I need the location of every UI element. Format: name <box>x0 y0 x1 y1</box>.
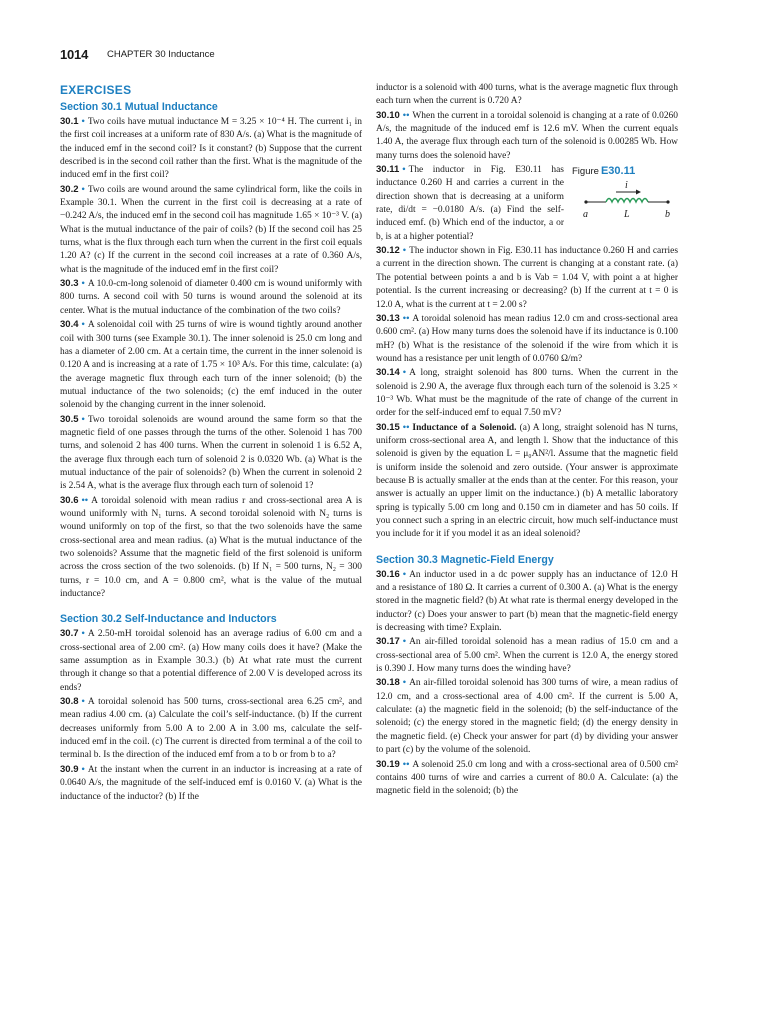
figure-e30-11 <box>570 163 678 223</box>
exercise-number: 30.19 <box>376 758 400 770</box>
section-30-1-heading: Section 30.1 Mutual Inductance <box>60 101 218 113</box>
section-30-2-heading: Section 30.2 Self-Inductance and Inductors <box>60 613 277 626</box>
exercise-30-9 <box>60 763 362 804</box>
exercise-number: 30.3 <box>60 278 79 290</box>
exercise-text: A solenoid 25.0 cm long and with a cross-sectional area of 0.500 cm² contains 400 turns of wire and carries a current of 80.0 A. Calculate: (a) the magnetic field in the solenoid; (b) the <box>376 759 678 797</box>
exercise-text: A 10.0-cm-long solenoid of diameter 0.400 cm is wound uniformly with 800 turns. A second coil with 50 turns is wound around the solenoid at its center. What is the mutual inductance of the combination of the two coils? <box>60 279 362 316</box>
difficulty-dots: •• <box>81 495 89 506</box>
difficulty-dots: •• <box>402 313 410 324</box>
inductor-coil <box>606 199 648 203</box>
difficulty-dots: • <box>81 320 85 331</box>
exercises-heading: EXERCISES <box>60 83 132 97</box>
difficulty-dots: •• <box>402 759 410 770</box>
exercise-number: 30.16 <box>376 568 400 580</box>
exercise-30-15 <box>376 421 678 542</box>
exercise-30-9-continued <box>376 82 678 109</box>
exercise-30-13 <box>376 312 678 366</box>
exercise-text: A toroidal solenoid with mean radius r and cross-sectional area A is wound uniformly with N₁ turns. A second toroidal solenoid with N₂ turns is wound uniformly on top of the first, so that the two solenoids have the same cross-sectional area and mean radius. (a) What is the mutual inductance of the two solenoids? Assume that the magnetic field of the first solenoid is uniform across the cross section of the two solenoids. (b) If N₁ = 500 turns, N₂ = 300 turns, r = 10.0 cm, and A = 0.800 cm², what is the value of the mutual inductance? <box>60 495 362 600</box>
exercise-30-10 <box>376 109 678 163</box>
difficulty-dots: • <box>81 117 85 127</box>
exercise-number: 30.14 <box>376 367 400 379</box>
exercise-30-14 <box>376 366 678 420</box>
exercise-30-17 <box>376 635 678 676</box>
terminal-a <box>584 200 587 203</box>
current-label: i <box>625 180 628 192</box>
exercise-number: 30.4 <box>60 319 79 331</box>
difficulty-dots: • <box>402 165 406 176</box>
exercise-30-2 <box>60 183 362 277</box>
exercise-number: 30.18 <box>376 677 400 689</box>
exercise-30-19 <box>376 758 678 799</box>
exercise-30-8 <box>60 695 362 763</box>
left-column <box>60 82 362 804</box>
difficulty-dots: •• <box>402 110 410 121</box>
exercise-text: A toroidal solenoid has 500 turns, cross-sectional area 6.25 cm², and mean radius 4.00 cm. (a) Calculate the coil’s self-inductance. (b) If the current decreases uniformly from 5.00 A to 2.00 A in 3.00 ms, calculate the self-induced emf in the coil. (c) The current is directed from terminal a of the coil to terminal b. Is the direction of the induced emf from a to b or from b to a? <box>60 697 362 761</box>
exercise-30-12 <box>376 244 678 312</box>
exercise-text: The inductor shown in Fig. E30.11 has inductance 0.260 H and carries a current in the direction shown. The current is changing at a constant rate. (a) The potential between points a and b is Vab = 1.04 V, with point a at higher potential. Is the current increasing or decreasing? (b) If the current at t = 0 is 12.0 A, what is the current at t = 2.00 s? <box>376 246 678 310</box>
figure-word: Figure <box>572 166 599 178</box>
exercise-30-6 <box>60 494 362 602</box>
exercise-30-16 <box>376 568 678 636</box>
figure-number: E30.11 <box>600 165 636 178</box>
difficulty-dots: • <box>81 279 85 290</box>
exercise-text: An air-filled toroidal solenoid has 300 turns of wire, a mean radius of 12.0 cm, and a cross-sectional area of 4.00 cm². If the current is 5.00 A, calculate: (a) the magnetic field in the solenoid; (b) the self-inductance of the solenoid; (c) the energy stored in the magnetic field; (d) the energy density in the magnetic field. (e) Check your answer for part (d) by dividing your answer to part (c) by the volume of the solenoid. <box>376 678 678 756</box>
exercise-30-1 <box>60 115 362 183</box>
terminal-b-label: b <box>665 209 670 221</box>
difficulty-dots: • <box>402 368 407 379</box>
exercise-text: An air-filled toroidal solenoid has a mean radius of 15.0 cm and a cross-sectional area of 5.00 cm². When the current is 12.0 A, the energy stored is 0.390 J. How many turns does the winding have? <box>376 637 678 675</box>
exercise-text: A toroidal solenoid has mean radius 12.0 cm and cross-sectional area 0.600 cm². (a) How many turns does the solenoid have if its inductance is 0.100 mH? (b) What is the resistance of the solenoid if the wire from which it is wound has a resistance per unit length of 0.0760 Ω/m? <box>376 313 678 364</box>
difficulty-dots: • <box>81 629 85 640</box>
difficulty-dots: •• <box>402 422 410 433</box>
difficulty-dots: • <box>402 678 407 689</box>
exercise-number: 30.11 <box>376 164 400 176</box>
section-30-3-heading: Section 30.3 Magnetic-Field Energy <box>376 553 554 566</box>
inductance-label: L <box>624 209 630 221</box>
exercise-text: A long, straight solenoid has 800 turns. When the current in the solenoid is 2.90 A, the average flux through each turn of the solenoid is 3.25 × 10⁻³ Wb. What must be the magnitude of the rate of change of the current in order for the self-induced emf to equal 7.50 mV? <box>376 368 678 419</box>
exercise-text: Two toroidal solenoids are wound around the same form so that the magnetic field of one passes through the turns of the other. Solenoid 1 has 700 turns, and solenoid 2 has 400 turns. When the current in solenoid 1 is 6.52 A, the average flux through each turn of solenoid 2 is 0.0320 Wb. (a) What is the mutual inductance of the pair of solenoids? (b) When the current in solenoid 2 is 2.54 A, what is the average flux through each turn of solenoid 1? <box>60 414 362 492</box>
exercise-number: 30.6 <box>60 494 79 506</box>
difficulty-dots: • <box>402 637 407 648</box>
exercise-text: A solenoidal coil with 25 turns of wire is wound tightly around another coil with 300 turns (see Example 30.1). The inner solenoid is 25.0 cm long and has a diameter of 2.00 cm. At a certain time, the current in the inner solenoid is 0.120 A and is increasing at a rate of 1.75 × 10³ A/s. For this time, calculate: (a) the average magnetic flux through each turn of the inner solenoid; (b) the mutual inductance of the two solenoids; (c) the emf induced in the outer solenoid by the changing current in the inner solenoid. <box>60 320 362 411</box>
exercise-text: (a) A long, straight solenoid has N turns, uniform cross-sectional area A, and length l. Show that the inductance of this solenoid is given by the equation L = μ₀AN²/l. Assume that the magnetic field is uniform inside the solenoid and zero outside. (Your answer is approximate because B is actually smaller at the ends than at the center. For this reason, your answer is actually an upper limit on the inductance.) (b) A metallic laboratory spring is typically 5.00 cm long and 0.150 cm in diameter and has 50 coils. If you connect such a spring in an electric circuit, how much self-inductance must you include for it if you model it as an ideal solenoid? <box>376 422 679 540</box>
exercise-number: 30.15 <box>376 421 400 433</box>
difficulty-dots: • <box>402 246 407 257</box>
exercise-number: 30.9 <box>60 763 79 775</box>
exercise-30-4 <box>60 318 362 412</box>
exercise-text: Two coils have mutual inductance M = 3.25 × 10⁻⁴ H. The current i₁ in the first coil increases at a uniform rate of 830 A/s. (a) What is the magnitude of the induced emf in the second coil? Is it constant? (b) Suppose that the current described is in the second coil rather than the first. What is the magnitude of the induced emf in the first coil? <box>60 117 362 181</box>
exercise-30-5 <box>60 413 362 494</box>
terminal-a-label: a <box>583 209 588 221</box>
exercise-number: 30.8 <box>60 696 79 708</box>
terminal-b <box>666 200 669 203</box>
exercise-number: 30.12 <box>376 245 400 257</box>
difficulty-dots: • <box>81 414 85 425</box>
exercise-number: 30.5 <box>60 413 79 425</box>
exercise-30-18 <box>376 676 678 757</box>
exercise-text: A 2.50-mH toroidal solenoid has an average radius of 6.00 cm and a cross-sectional area of 2.00 cm². (a) How many coils does it have? (Make the same assumption as in Example 30.3.) (b) At what rate must the current through it change so that a potential difference of 2.00 V is developed across its ends? <box>60 629 362 693</box>
exercise-number: 30.13 <box>376 312 400 324</box>
exercise-number: 30.10 <box>376 109 400 121</box>
exercise-number: 30.2 <box>60 183 79 195</box>
chapter-title: CHAPTER 30 Inductance <box>107 49 215 60</box>
exercise-text: When the current in a toroidal solenoid is changing at a rate of 0.0260 A/s, the magnitude of the induced emf is 12.6 mV. When the current equals 1.40 A, the average flux through each turn of the solenoid is 0.00285 Wb. How many turns does the solenoid have? <box>376 110 678 161</box>
exercise-number: 30.17 <box>376 636 400 648</box>
exercise-30-3 <box>60 277 362 318</box>
exercise-number: 30.7 <box>60 628 79 640</box>
difficulty-dots: • <box>81 184 85 195</box>
exercise-number: 30.1 <box>60 116 79 127</box>
difficulty-dots: • <box>81 764 85 775</box>
exercise-30-7 <box>60 627 362 695</box>
exercise-text: An inductor used in a dc power supply has an inductance of 12.0 H and a resistance of 180 Ω. It carries a current of 0.300 A. (a) What is the energy stored in the magnetic field? (b) At what rate is thermal energy developed in the inductor? (c) Does your answer to part (b) mean that the magnetic-field energy is decreasing with time? Explain. <box>376 569 678 634</box>
difficulty-dots: • <box>402 569 407 580</box>
difficulty-dots: • <box>81 697 85 708</box>
exercise-text: The inductor in Fig. E30.11 has inductance 0.260 H and carries a current in the direction shown that is decreasing at a uniform rate, di/dt = −0.0180 A/s. (a) Find the self-induced emf. (b) Which end of the inductor, a or b, is at a higher potential? <box>376 165 564 242</box>
page-number: 1014 <box>60 47 89 62</box>
right-column <box>376 82 678 799</box>
exercise-text: At the instant when the current in an inductor is increasing at a rate of 0.0640 A/s, the magnitude of the self-induced emf is 0.0160 V. (a) What is the inductance of the inductor? (b) If the <box>60 764 362 802</box>
exercise-text: inductor is a solenoid with 400 turns, what is the average magnetic flux through each turn when the current is 0.720 A? <box>376 83 678 107</box>
page-header <box>60 47 720 67</box>
exercise-text: Two coils are wound around the same cylindrical form, like the coils in Example 30.1. When the current in the first coil is decreasing at a rate of −0.242 A/s, the induced emf in the second coil has magnitude 1.65 × 10⁻³ V. (a) What is the mutual inductance of the pair of coils? (b) If the second coil has 25 turns, what is the flux through each turn when the current in the first coil equals 1.20 A? (c) If the current in the second coil increases at a rate of 0.360 A/s, what is the magnitude of the induced emf in the first coil? <box>60 184 362 275</box>
exercise-title: Inductance of a Solenoid. <box>412 422 517 433</box>
current-arrow-head <box>636 190 641 195</box>
inductor-diagram <box>580 177 676 223</box>
